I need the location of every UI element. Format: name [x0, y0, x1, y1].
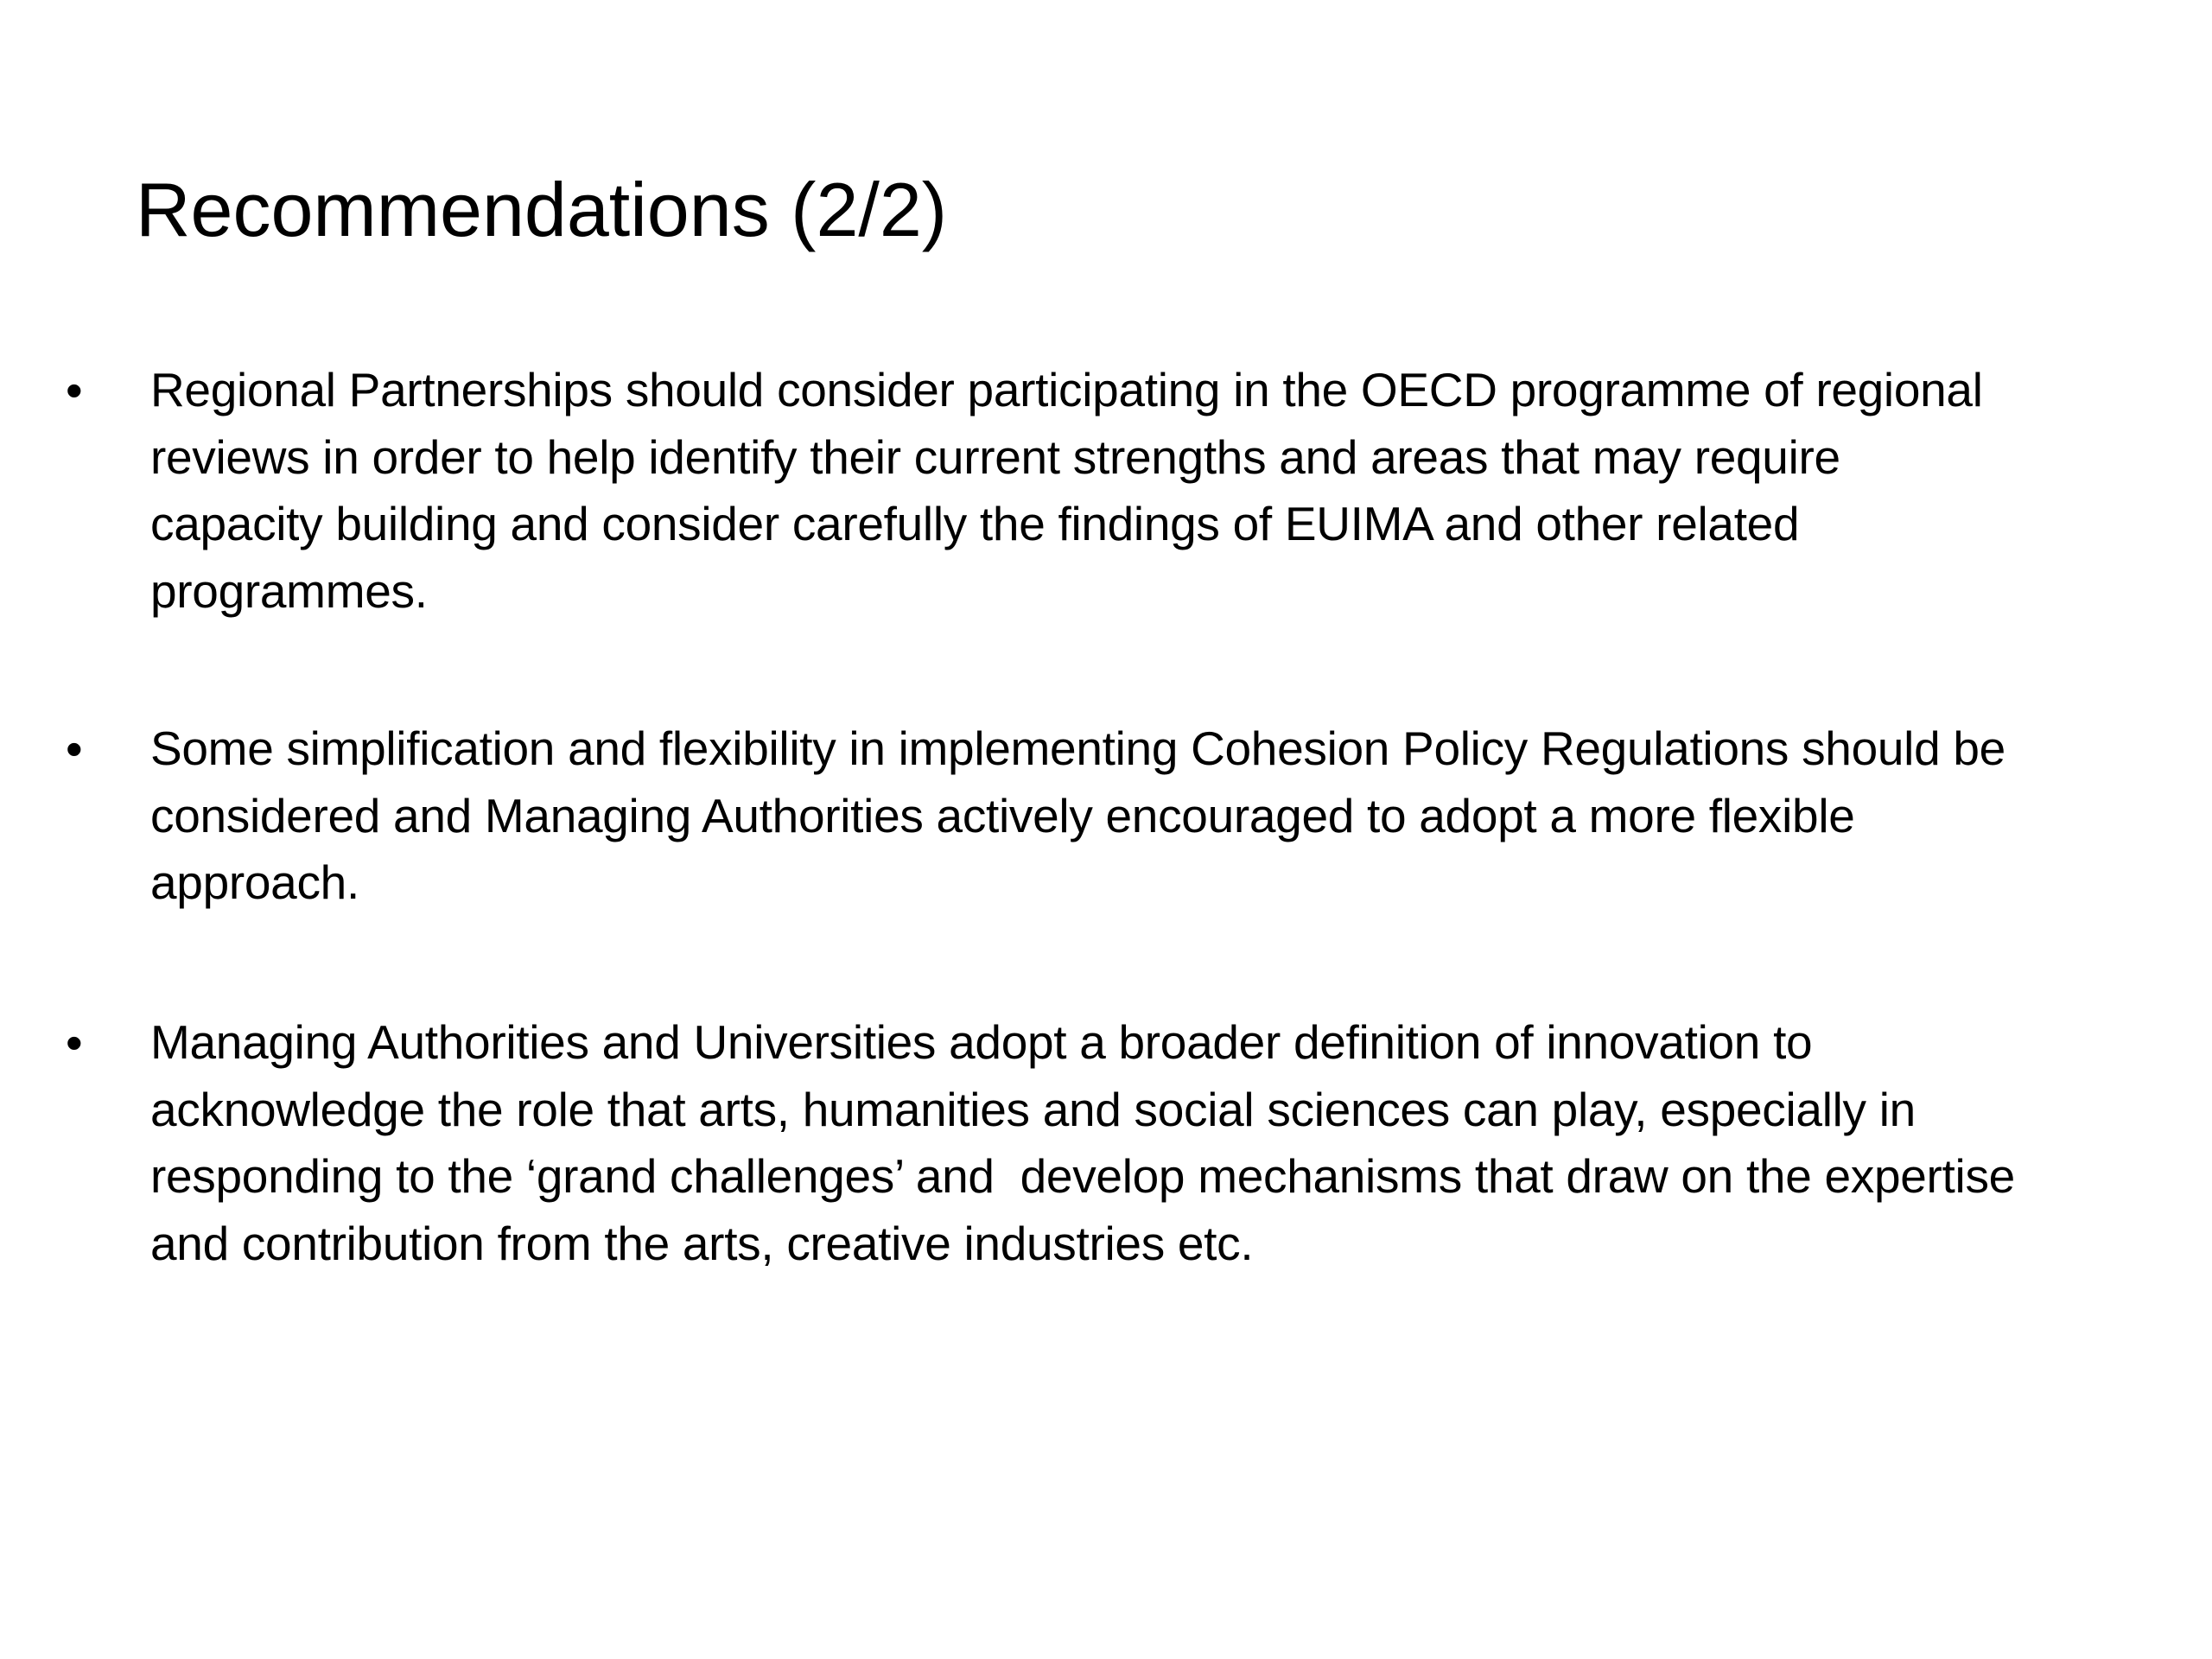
bullet-2-line-1: Some simplification and flexibility in implementing Cohesion Policy Regulations should be: [150, 721, 2005, 775]
bullet-text-2: [150, 715, 2198, 917]
bullet-text-3: [150, 1009, 2198, 1277]
bullet-3-line-4: and contribution from the arts, creative industries etc.: [150, 1216, 1254, 1270]
bullet-3-line-3: responding to the ‘grand challenges’ and develop mechanisms that draw on the expertise: [150, 1149, 2015, 1203]
bullet-2-line-2: considered and Managing Authorities actively encouraged to adopt a more flexible: [150, 788, 1855, 842]
bullet-text-1: [150, 357, 2198, 625]
slide-title: Recommendations (2/2): [136, 167, 948, 252]
bullet-3-line-2: acknowledge the role that arts, humanities and social sciences can play, especially in: [150, 1082, 1916, 1136]
bullet-1-line-3: capacity building and consider carefully the findings of EUIMA and other related: [150, 497, 1800, 550]
bullet-marker: •: [66, 721, 83, 776]
bullet-marker: •: [66, 363, 83, 417]
bullet-2-line-3: approach.: [150, 855, 359, 909]
bullet-1-line-2: reviews in order to help identify their current strengths and areas that may require: [150, 429, 1840, 484]
bullet-marker: •: [66, 1015, 83, 1070]
bullet-1-line-1: Regional Partnerships should consider participating in the OECD programme of regional: [150, 363, 1983, 416]
bullet-1-line-4: programmes.: [150, 563, 428, 618]
bullet-3-line-1: Managing Authorities and Universities adopt a broader definition of innovation to: [150, 1015, 1813, 1069]
